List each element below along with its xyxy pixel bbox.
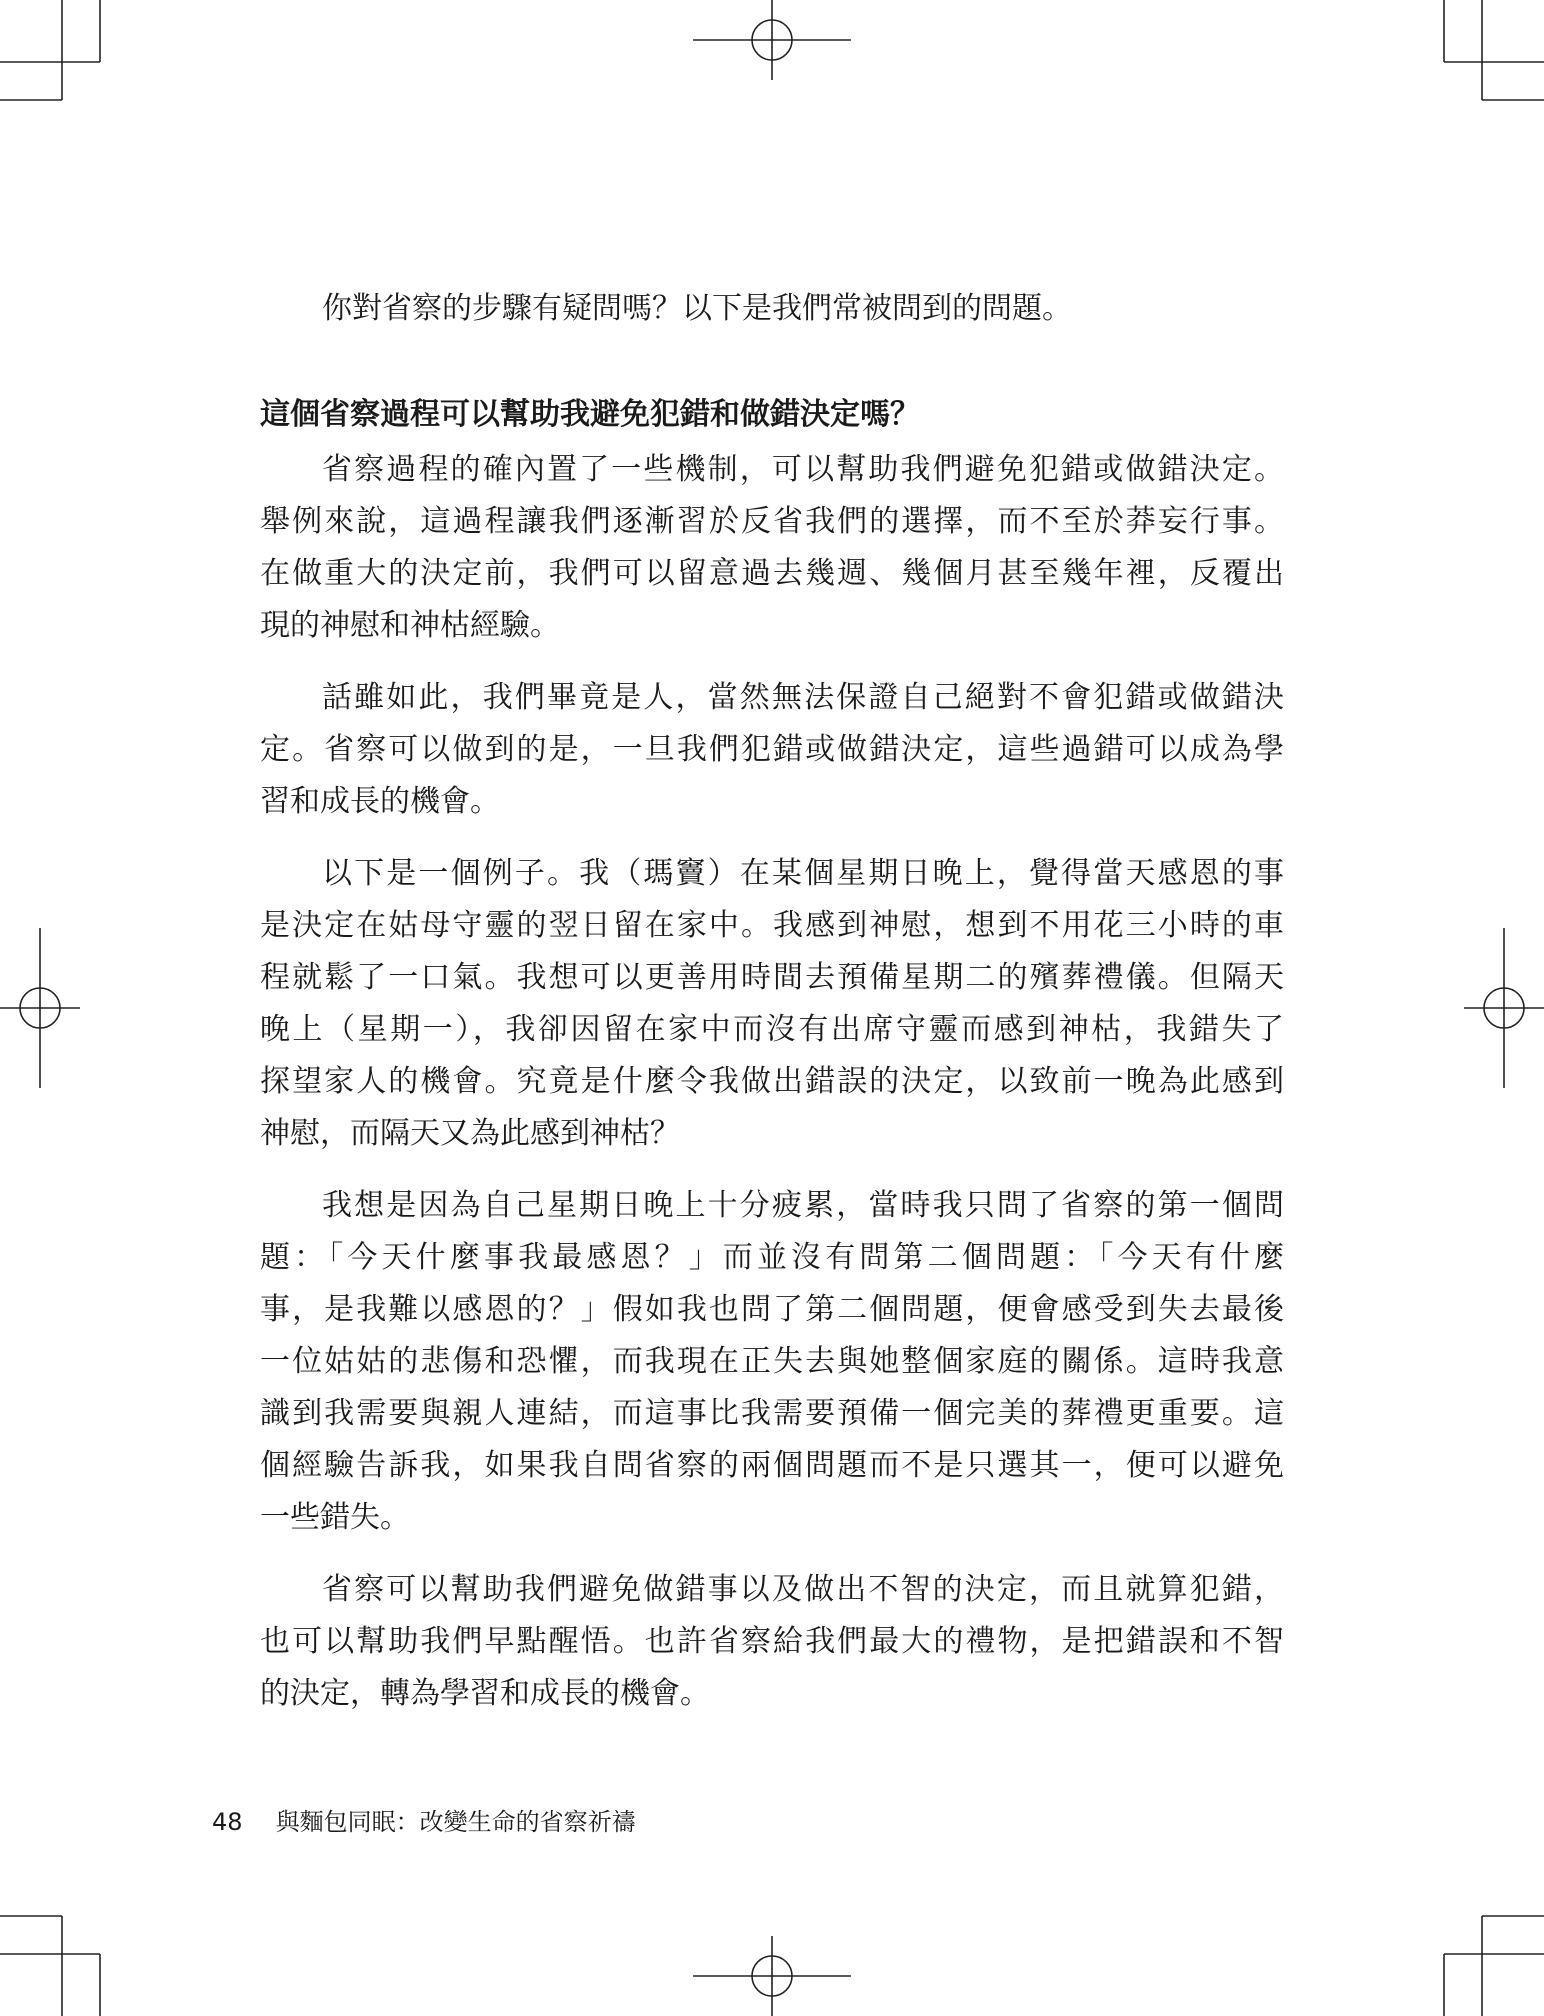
running-title: 與麵包同眠：改變生命的省察祈禱 xyxy=(275,1808,636,1836)
paragraph-line: 習和成長的機會。 xyxy=(260,784,500,819)
paragraph-line: 以下是一個例子。我（瑪竇）在某個星期日晚上，覺得當天感恩的事 xyxy=(322,856,1284,891)
paragraph-line: 的決定，轉為學習和成長的機會。 xyxy=(260,1676,710,1711)
section-heading: 這個省察過程可以幫助我避免犯錯和做錯決定嗎？ xyxy=(260,397,920,432)
paragraph-line: 一位姑姑的悲傷和恐懼，而我現在正失去與她整個家庭的關係。這時我意 xyxy=(260,1344,1284,1379)
paragraph-line: 個經驗告訴我，如果我自問省察的兩個問題而不是只選其一，便可以避免 xyxy=(260,1448,1284,1483)
page-footer xyxy=(212,1802,636,1842)
paragraph-line: 我想是因為自己星期日晚上十分疲累，當時我只問了省察的第一個問 xyxy=(322,1188,1284,1223)
paragraph-line: 晚上（星期一），我卻因留在家中而沒有出席守靈而感到神枯，我錯失了 xyxy=(260,1012,1284,1047)
paragraph-line: 事，是我難以感恩的？」假如我也問了第二個問題，便會感受到失去最後 xyxy=(260,1292,1284,1327)
page-number: 48 xyxy=(212,1808,243,1836)
paragraph-line: 程就鬆了一口氣。我想可以更善用時間去預備星期二的殯葬禮儀。但隔天 xyxy=(260,960,1284,995)
paragraph-line: 識到我需要與親人連結，而這事比我需要預備一個完美的葬禮更重要。這 xyxy=(260,1396,1284,1431)
paragraph-5 xyxy=(260,1564,1284,1720)
paragraph-line: 在做重大的決定前，我們可以留意過去幾週、幾個月甚至幾年裡，反覆出 xyxy=(260,556,1284,591)
paragraph-line: 是決定在姑母守靈的翌日留在家中。我感到神慰，想到不用花三小時的車 xyxy=(260,908,1284,943)
paragraph-line: 省察可以幫助我們避免做錯事以及做出不智的決定，而且就算犯錯， xyxy=(322,1572,1284,1607)
paragraph-line: 話雖如此，我們畢竟是人，當然無法保證自己絕對不會犯錯或做錯決 xyxy=(322,680,1284,715)
paragraph-line: 神慰，而隔天又為此感到神枯？ xyxy=(260,1116,680,1151)
paragraph-line: 定。省察可以做到的是，一旦我們犯錯或做錯決定，這些過錯可以成為學 xyxy=(260,732,1284,767)
paragraph-1 xyxy=(260,444,1284,652)
paragraph-line: 探望家人的機會。究竟是什麼令我做出錯誤的決定，以致前一晚為此感到 xyxy=(260,1064,1284,1099)
paragraph-line: 省察過程的確內置了一些機制，可以幫助我們避免犯錯或做錯決定。 xyxy=(322,452,1284,487)
paragraph-2 xyxy=(260,672,1284,828)
paragraph-4 xyxy=(260,1180,1284,1544)
paragraph-line: 也可以幫助我們早點醒悟。也許省察給我們最大的禮物，是把錯誤和不智 xyxy=(260,1624,1284,1659)
paragraph-line: 舉例來說，這過程讓我們逐漸習於反省我們的選擇，而不至於莽妄行事。 xyxy=(260,504,1284,539)
paragraph-line: 一些錯失。 xyxy=(260,1500,410,1535)
paragraph-3 xyxy=(260,848,1284,1160)
page-body xyxy=(260,280,1284,1740)
paragraph-line: 現的神慰和神枯經驗。 xyxy=(260,608,560,643)
intro-paragraph: 你對省察的步驟有疑問嗎？以下是我們常被問到的問題。 xyxy=(322,291,1072,326)
paragraph-line: 題：「今天什麼事我最感恩？」而並沒有問第二個問題：「今天有什麼 xyxy=(260,1240,1284,1275)
